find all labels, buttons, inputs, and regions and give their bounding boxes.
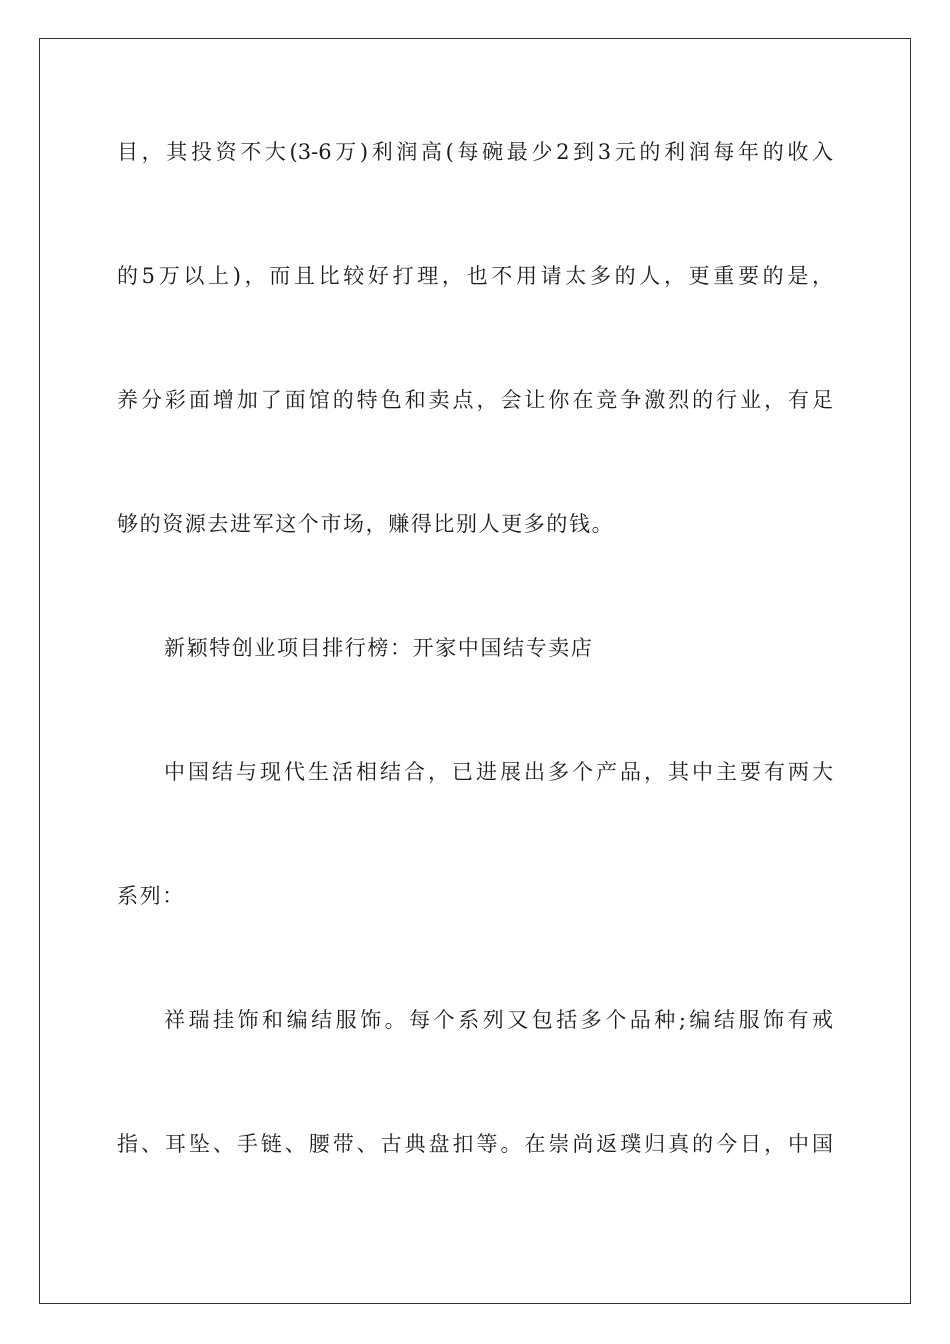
- paragraph-line: 目，其投资不大(3-6万)利润高(每碗最少2到3元的利润每年的收入: [117, 140, 833, 164]
- paragraph-line: 够的资源去进军这个市场，赚得比别人更多的钱。: [117, 512, 615, 536]
- paragraph-line: 系列：: [117, 884, 185, 908]
- paragraph-line: 养分彩面增加了面馆的特色和卖点，会让你在竞争激烈的行业，有足: [117, 388, 833, 412]
- paragraph-line: 指、耳坠、手链、腰带、古典盘扣等。在崇尚返璞归真的今日，中国: [117, 1132, 833, 1156]
- paragraph-line: 祥瑞挂饰和编结服饰。每个系列又包括多个品种;编结服饰有戒: [164, 1008, 833, 1032]
- page-frame: [39, 38, 911, 1304]
- paragraph-line: 中国结与现代生活相结合，已进展出多个产品，其中主要有两大: [164, 760, 833, 784]
- section-heading: 新颖特创业项目排行榜：开家中国结专卖店: [164, 636, 594, 660]
- paragraph-line: 的5万以上)，而且比较好打理，也不用请太多的人，更重要的是，: [117, 264, 833, 288]
